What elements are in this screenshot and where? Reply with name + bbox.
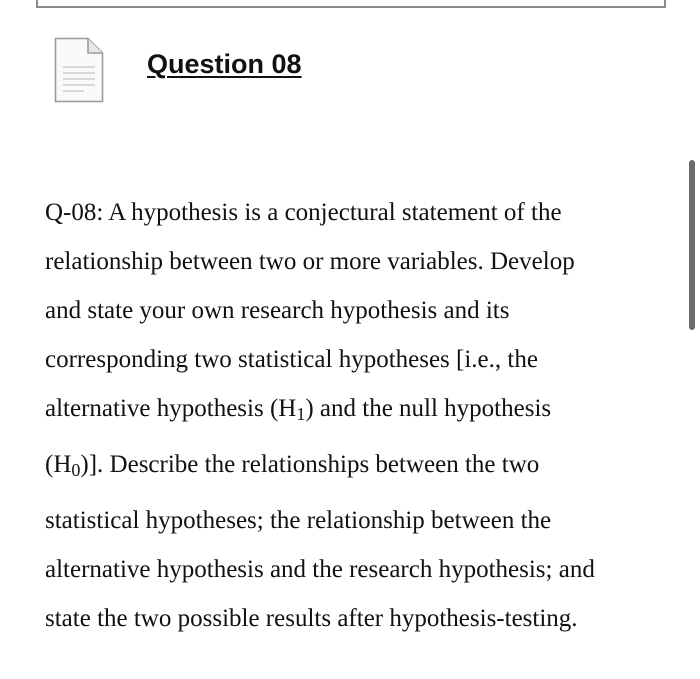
question-line: relationship between two or more variables. Develop [45,248,575,275]
line-text: )]. Describe the relationships between the two [80,451,540,478]
question-line: Q-08: A hypothesis is a conjectural statement of the [45,199,562,226]
line-text: alternative hypothesis (H [45,395,297,422]
question-line [45,446,660,502]
question-line: statistical hypotheses; the relationship between the [45,507,552,534]
question-line [45,390,660,446]
subscript: 0 [71,460,81,480]
question-title: Question 08 [147,49,302,79]
scrollbar[interactable] [689,160,695,330]
previous-section-box [36,0,666,8]
subscript: 1 [296,404,306,424]
question-line: and state your own research hypothesis and its [45,297,510,324]
line-text: (H [45,451,72,478]
document-icon [54,37,104,103]
question-line: corresponding two statistical hypotheses [i.e., the [45,346,538,373]
question-body [45,194,660,649]
line-text: ) and the null hypothesis [305,395,552,422]
question-line: alternative hypothesis and the research hypothesis; and [45,556,595,583]
question-line: state the two possible results after hypothesis-testing. [45,605,578,632]
